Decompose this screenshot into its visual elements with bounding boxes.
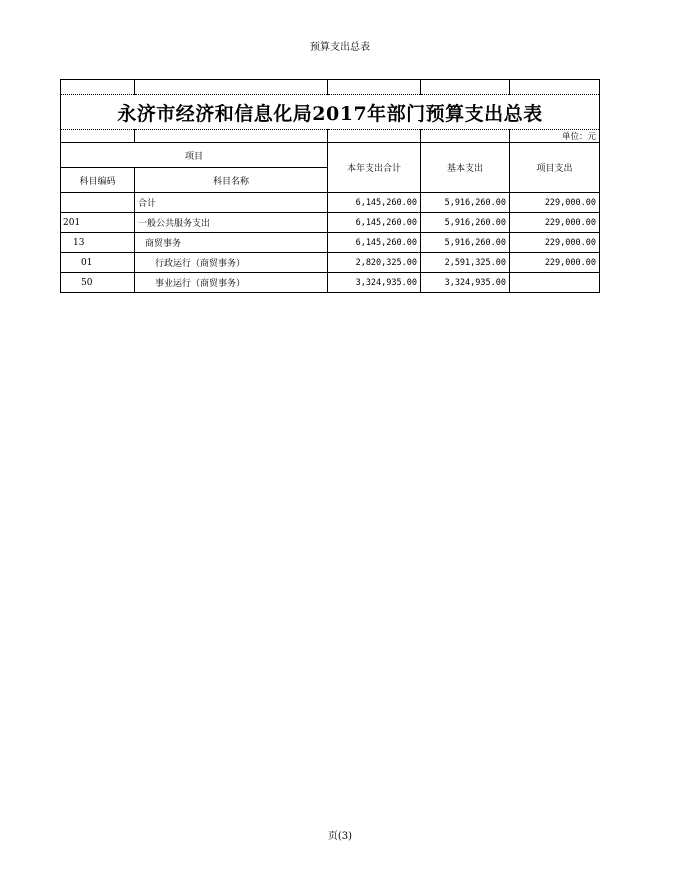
header-basic: 基本支出 — [421, 143, 510, 193]
row-project: 229,000.00 — [510, 193, 600, 213]
row-code: 01 — [61, 253, 135, 273]
row-name: 一般公共服务支出 — [135, 213, 328, 233]
row-basic: 5,916,260.00 — [421, 213, 510, 233]
header-name: 科目名称 — [135, 168, 328, 193]
row-project: 229,000.00 — [510, 213, 600, 233]
row-total: 2,820,325.00 — [328, 253, 421, 273]
table-row — [61, 273, 600, 293]
row-project: 229,000.00 — [510, 253, 600, 273]
row-code: 201 — [61, 213, 135, 233]
unit-label: 单位：元 — [510, 130, 600, 143]
header-total: 本年支出合计 — [328, 143, 421, 193]
row-basic: 5,916,260.00 — [421, 193, 510, 213]
table-row — [61, 193, 600, 213]
row-name: 商贸事务 — [135, 233, 328, 253]
page-header: 预算支出总表 — [310, 42, 370, 53]
table-row — [61, 233, 600, 253]
row-project: 229,000.00 — [510, 233, 600, 253]
row-total: 3,324,935.00 — [328, 273, 421, 293]
row-name: 合计 — [135, 193, 328, 213]
row-total: 6,145,260.00 — [328, 233, 421, 253]
row-code: 13 — [61, 233, 135, 253]
page-footer: 页(3) — [327, 831, 353, 842]
header-project: 项目支出 — [510, 143, 600, 193]
spacer-row — [61, 80, 600, 95]
row-total: 6,145,260.00 — [328, 193, 421, 213]
row-name: 事业运行（商贸事务） — [135, 273, 328, 293]
row-code — [61, 193, 135, 213]
row-code: 50 — [61, 273, 135, 293]
header-code: 科目编码 — [61, 168, 135, 193]
row-basic: 2,591,325.00 — [421, 253, 510, 273]
table-title: 永济市经济和信息化局2017年部门预算支出总表 — [61, 95, 600, 130]
row-basic: 5,916,260.00 — [421, 233, 510, 253]
budget-table — [60, 79, 600, 293]
table-row — [61, 253, 600, 273]
table-row — [61, 213, 600, 233]
row-total: 6,145,260.00 — [328, 213, 421, 233]
unit-row — [61, 130, 600, 143]
row-basic: 3,324,935.00 — [421, 273, 510, 293]
header-item-group: 项目 — [61, 143, 328, 168]
row-name: 行政运行（商贸事务） — [135, 253, 328, 273]
row-project — [510, 273, 600, 293]
